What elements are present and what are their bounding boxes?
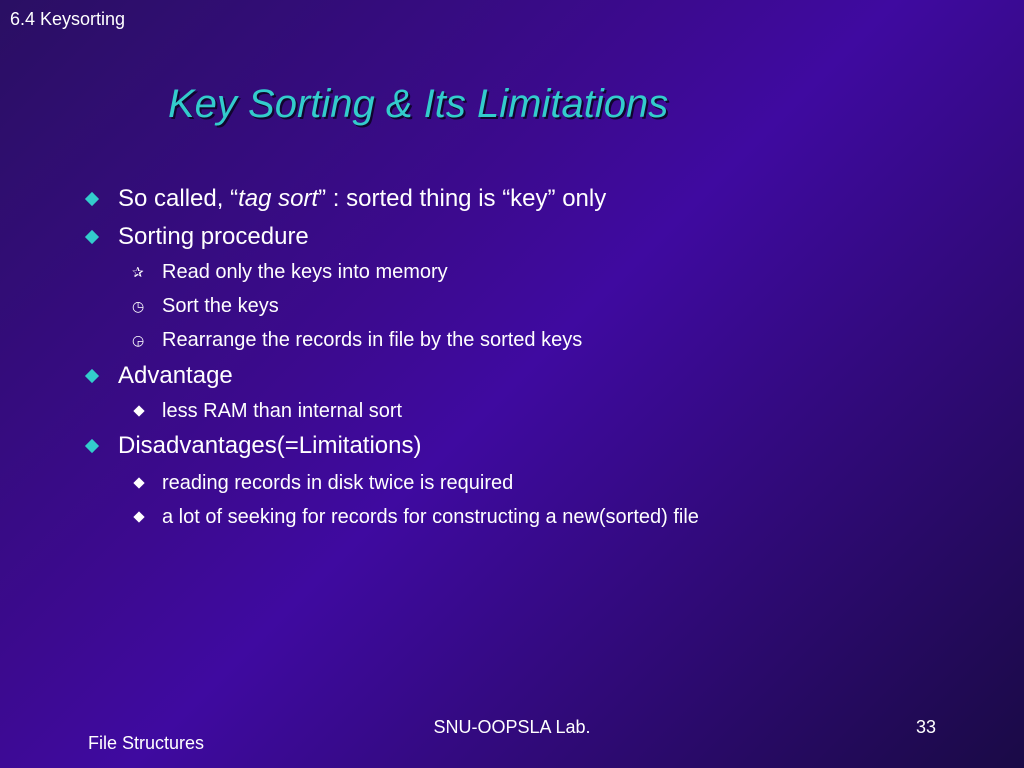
sub-item-sort-keys — [130, 291, 279, 321]
bullet-item-advantage — [84, 359, 233, 393]
bullet-text: Advantage — [118, 362, 233, 389]
sub-item-reading-twice — [130, 468, 513, 498]
bullet-text-suffix: ” : sorted thing is “key” only — [318, 185, 607, 212]
title-container — [168, 76, 668, 132]
sub-item-text: Sort the keys — [162, 294, 279, 317]
diamond-bullet-icon — [84, 232, 118, 242]
section-label: 6.4 Keysorting — [10, 9, 126, 29]
bullet-item-disadvantages — [84, 429, 421, 463]
footer-lab-name: SNU-OOPSLA Lab. — [433, 717, 591, 737]
bullet-text-prefix: So called, “ — [118, 185, 239, 212]
bullet-item-tag-sort — [84, 182, 606, 216]
footer-course-name: File Structures — [88, 733, 205, 753]
clock-icon: ◷ — [132, 298, 145, 314]
slide-title: Key Sorting & Its Limitations — [168, 82, 669, 126]
diamond-icon — [130, 407, 162, 415]
diamond-bullet-icon — [84, 441, 118, 451]
sub-item-text: Rearrange the records in file by the sorted keys — [162, 328, 583, 351]
sub-item-text: less RAM than internal sort — [162, 399, 403, 422]
bullet-text: Disadvantages(=Limitations) — [118, 432, 422, 459]
bullet-item-sorting-procedure — [84, 220, 309, 254]
diamond-bullet-icon — [84, 371, 118, 381]
bullet-text — [118, 185, 606, 213]
page-number: 33 — [915, 717, 936, 737]
sub-item-text: a lot of seeking for records for constructing a new(sorted) file — [162, 505, 699, 528]
sub-item-rearrange — [130, 325, 582, 355]
sub-item-text: reading records in disk twice is required — [162, 471, 514, 494]
sub-item-less-ram — [130, 396, 402, 426]
star-icon: ✰ — [132, 264, 144, 280]
diamond-icon — [130, 479, 162, 487]
sub-item-seeking — [130, 502, 699, 532]
bullet-text-emphasis: tag sort — [238, 185, 319, 212]
sub-item-read-keys — [130, 257, 448, 287]
diamond-icon — [130, 513, 162, 521]
diamond-bullet-icon — [84, 194, 118, 204]
clock-icon: ◶ — [132, 332, 145, 348]
bullet-text: Sorting procedure — [118, 223, 309, 250]
sub-item-text: Read only the keys into memory — [162, 260, 448, 283]
